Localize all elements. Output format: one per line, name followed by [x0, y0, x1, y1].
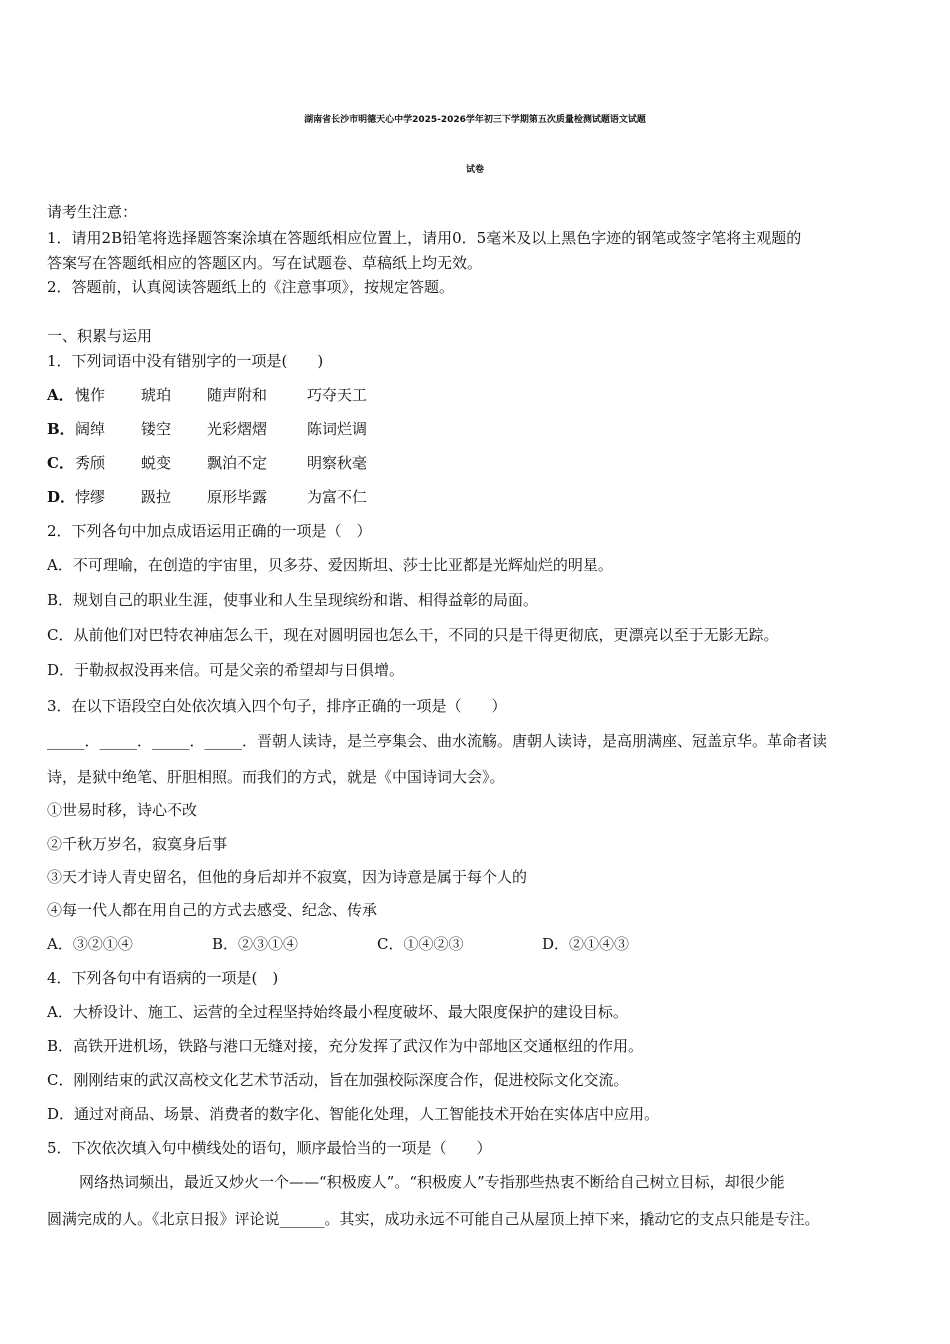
question-3-sentence-3: ③天才诗人青史留名，但他的身后却并不寂寞，因为诗意是属于每个人的 [47, 868, 528, 886]
option-word: 阔绰 [75, 420, 106, 438]
exam-title: 湖南省长沙市明德天心中学2025-2026学年初三下学期第五次质量检测试题语文试题 [304, 115, 646, 125]
option-label: B． [47, 420, 75, 438]
notice-item-2: 2．答题前，认真阅读答题纸上的《注意事项》，按规定答题。 [47, 278, 455, 296]
question-3-sentence-2: ②千秋万岁名，寂寞身后事 [47, 835, 228, 853]
option-word: 巧夺天工 [307, 386, 368, 404]
option-word: 琥珀 [141, 386, 172, 404]
question-3-option-b: B．②③①④ [212, 935, 299, 953]
question-1-option-c [47, 453, 407, 473]
question-3-passage: _____．_____．_____．_____．晋朝人读诗，是兰亭集会、曲水流觞。唐朝人读诗，是高朋满座、冠盖京华。革命者读 [47, 732, 828, 750]
option-word: 明察秋毫 [307, 454, 368, 472]
option-word: 趿拉 [141, 488, 172, 506]
option-word: 光彩熠熠 [207, 420, 268, 438]
question-4-option-c: C．刚刚结束的武汉高校文化艺术节活动，旨在加强校际深度合作，促进校际文化交流。 [47, 1071, 629, 1089]
option-word: 悖缪 [75, 488, 106, 506]
question-3-stem: 3．在以下语段空白处依次填入四个句子，排序正确的一项是（ ） [47, 697, 507, 715]
question-2-option-b: B．规划自己的职业生涯，使事业和人生呈现缤纷和谐、相得益彰的局面。 [47, 591, 539, 609]
notice-heading: 请考生注意： [47, 203, 138, 221]
option-label: A． [47, 386, 74, 404]
option-word: 秀颀 [75, 454, 106, 472]
question-5-stem: 5．下次依次填入句中横线处的语句，顺序最恰当的一项是（ ） [47, 1139, 492, 1157]
question-5-passage: 网络热词频出，最近又炒火一个——“积极废人”。“积极废人”专指那些热衷不断给自己树立目标，却很少能 [79, 1173, 785, 1191]
question-1-stem: 1．下列词语中没有错别字的一项是( ) [47, 352, 324, 370]
question-1-option-b [47, 419, 407, 439]
option-label: C． [47, 454, 74, 472]
notice-item-1-continued: 答案写在答题纸相应的答题区内。写在试题卷、草稿纸上均无效。 [47, 254, 483, 272]
question-1-option-a [47, 385, 407, 405]
question-4-stem: 4．下列各句中有语病的一项是( ) [47, 969, 279, 987]
question-3-option-d: D．②①④③ [542, 935, 630, 953]
question-4-option-b: B．高铁开进机场，铁路与港口无缝对接，充分发挥了武汉作为中部地区交通枢纽的作用。 [47, 1037, 644, 1055]
exam-title-continued: 试卷 [465, 165, 484, 175]
question-4-option-d: D．通过对商品、场景、消费者的数字化、智能化处理，人工智能技术开始在实体店中应用。 [47, 1105, 660, 1123]
question-3-option-c: C．①④②③ [377, 935, 464, 953]
question-3-options [47, 934, 707, 954]
question-3-passage-continued: 诗，是狱中绝笔、肝胆相照。而我们的方式，就是《中国诗词大会》。 [47, 768, 505, 786]
option-word: 原形毕露 [207, 488, 268, 506]
option-word: 陈词烂调 [307, 420, 368, 438]
option-word: 飘泊不定 [207, 454, 268, 472]
option-word: 随声附和 [207, 386, 268, 404]
question-4-option-a: A．大桥设计、施工、运营的全过程坚持始终最小程度破坏、最大限度保护的建设目标。 [47, 1003, 628, 1021]
question-3-sentence-1: ①世易时移，诗心不改 [47, 801, 198, 819]
section-heading: 一、积累与运用 [47, 327, 153, 345]
question-2-option-c: C．从前他们对巴特农神庙怎么干，现在对圆明园也怎么干，不同的只是干得更彻底，更漂亮以至于无影无踪。 [47, 626, 779, 644]
option-word: 愧作 [75, 386, 106, 404]
question-3-sentence-4: ④每一代人都在用自己的方式去感受、纪念、传承 [47, 901, 378, 919]
option-word: 蜕变 [141, 454, 172, 472]
option-label: D． [47, 488, 76, 506]
question-1-option-d [47, 487, 407, 507]
question-2-option-a: A．不可理喻，在创造的宇宙里，贝多芬、爱因斯坦、莎士比亚都是光辉灿烂的明星。 [47, 556, 613, 574]
notice-item-1: 1．请用2B铅笔将选择题答案涂填在答题纸相应位置上，请用0．5毫米及以上黑色字迹的钢笔或签字笔将主观题的 [47, 229, 802, 247]
option-word: 为富不仁 [307, 488, 368, 506]
question-2-stem: 2．下列各句中加点成语运用正确的一项是（ ） [47, 522, 372, 540]
question-5-passage-continued: 圆满完成的人。《北京日报》评论说______。其实，成功永远不可能自己从屋顶上掉下来，撬动它的支点只能是专注。 [47, 1210, 820, 1228]
question-2-option-d: D．于勒叔叔没再来信。可是父亲的希望却与日俱增。 [47, 661, 405, 679]
question-3-option-a: A．③②①④ [47, 935, 133, 953]
option-word: 镂空 [141, 420, 172, 438]
